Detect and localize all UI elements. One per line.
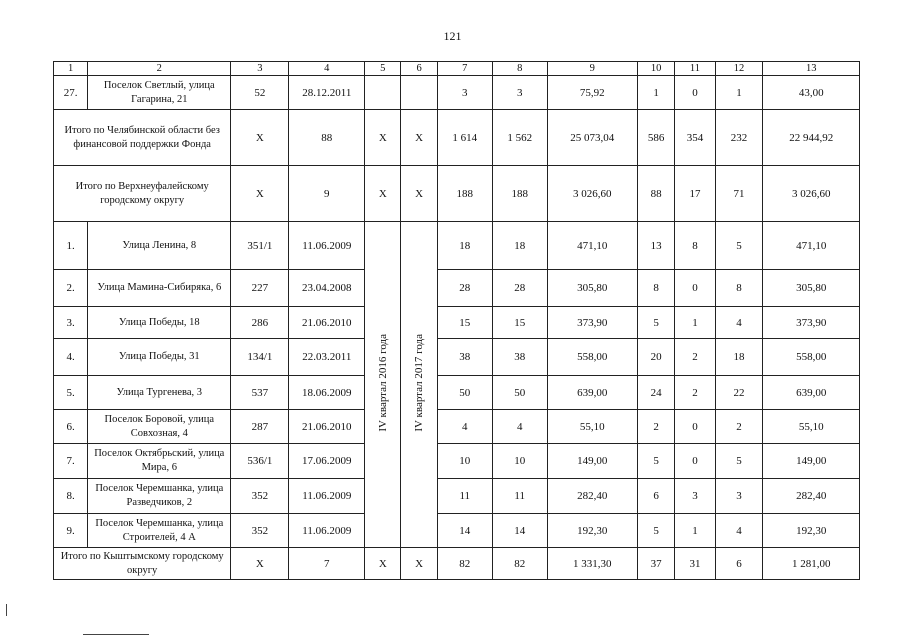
cell-value: Х	[401, 110, 437, 166]
cell-value: 10	[437, 444, 492, 479]
cell-value: 5	[637, 514, 674, 548]
table-row	[54, 307, 860, 339]
doc-number: 352	[231, 479, 289, 514]
doc-date: 21.06.2010	[289, 410, 365, 444]
cell-value: 373,90	[763, 307, 860, 339]
cell-value: 43,00	[763, 76, 860, 110]
cell-value: 15	[437, 307, 492, 339]
cell-value: 3 026,60	[547, 166, 637, 222]
doc-number: 227	[231, 270, 289, 307]
row-number: 6.	[54, 410, 88, 444]
cell-value: Х	[401, 166, 437, 222]
doc-date: 11.06.2009	[289, 222, 365, 270]
total-row	[54, 166, 860, 222]
column-header: 9	[547, 62, 637, 76]
doc-date: 11.06.2009	[289, 514, 365, 548]
cell-value: 558,00	[763, 339, 860, 376]
doc-number: 537	[231, 376, 289, 410]
cell-value: 1 614	[437, 110, 492, 166]
cell-value: 22 944,92	[763, 110, 860, 166]
doc-date: 22.03.2011	[289, 339, 365, 376]
total-label: Итого по Верхнеуфалейскому городскому округу	[54, 166, 231, 222]
doc-number: 351/1	[231, 222, 289, 270]
cell-value: 8	[675, 222, 715, 270]
cell-value: 3 026,60	[763, 166, 860, 222]
row-number: 9.	[54, 514, 88, 548]
cell-value: 0	[675, 270, 715, 307]
cell-value: 305,80	[763, 270, 860, 307]
cell-value: 14	[437, 514, 492, 548]
cell-value: 1	[675, 514, 715, 548]
cell-value: 5	[715, 444, 763, 479]
cell-value: 38	[492, 339, 547, 376]
doc-number: 52	[231, 76, 289, 110]
total-label: Итого по Челябинской области без финансовой поддержки Фонда	[54, 110, 231, 166]
cell-value: 50	[492, 376, 547, 410]
table-row	[54, 270, 860, 307]
cell-value: Х	[401, 548, 437, 580]
cell-value: 2	[637, 410, 674, 444]
cell-value: 149,00	[547, 444, 637, 479]
house-address: Улица Победы, 31	[88, 339, 231, 376]
cell-value: 1	[675, 307, 715, 339]
cell-value: 13	[637, 222, 674, 270]
table-row	[54, 479, 860, 514]
house-address: Поселок Октябрьский, улица Мира, 6	[88, 444, 231, 479]
cell-value: 25 073,04	[547, 110, 637, 166]
resettlement-period	[365, 76, 401, 110]
doc-date: 23.04.2008	[289, 270, 365, 307]
house-address: Поселок Черемшанка, улица Строителей, 4 А	[88, 514, 231, 548]
doc-number: 286	[231, 307, 289, 339]
row-number: 1.	[54, 222, 88, 270]
cell-value: 15	[492, 307, 547, 339]
cell-value: 4	[437, 410, 492, 444]
cell-value: 75,92	[547, 76, 637, 110]
doc-number: 536/1	[231, 444, 289, 479]
cell-value: 188	[492, 166, 547, 222]
cell-value: 37	[637, 548, 674, 580]
house-address: Поселок Черемшанка, улица Разведчиков, 2	[88, 479, 231, 514]
cell-value: 1 281,00	[763, 548, 860, 580]
cell-value: 22	[715, 376, 763, 410]
cell-value: 50	[437, 376, 492, 410]
total-label: Итого по Кыштымскому городскому округу	[54, 548, 231, 580]
cell-value: Х	[231, 166, 289, 222]
cell-value: 232	[715, 110, 763, 166]
cell-value: 639,00	[763, 376, 860, 410]
demolition-period	[401, 76, 437, 110]
total-row	[54, 548, 860, 580]
cell-value: 18	[715, 339, 763, 376]
cell-value: 55,10	[547, 410, 637, 444]
cell-value: 471,10	[547, 222, 637, 270]
cell-value: 4	[492, 410, 547, 444]
cell-value: 0	[675, 410, 715, 444]
table-row	[54, 339, 860, 376]
doc-date: 18.06.2009	[289, 376, 365, 410]
table-row	[54, 222, 860, 270]
doc-date: 17.06.2009	[289, 444, 365, 479]
column-header: 4	[289, 62, 365, 76]
column-header: 13	[763, 62, 860, 76]
cell-value: 0	[675, 76, 715, 110]
cell-value: 88	[289, 110, 365, 166]
column-header: 5	[365, 62, 401, 76]
row-number: 27.	[54, 76, 88, 110]
cell-value: 8	[715, 270, 763, 307]
cell-value: 11	[492, 479, 547, 514]
total-row	[54, 110, 860, 166]
cell-value: 55,10	[763, 410, 860, 444]
doc-number: 134/1	[231, 339, 289, 376]
cell-value: 192,30	[763, 514, 860, 548]
row-number: 4.	[54, 339, 88, 376]
table-row	[54, 410, 860, 444]
house-address: Улица Победы, 18	[88, 307, 231, 339]
cell-value: 149,00	[763, 444, 860, 479]
table-row	[54, 76, 860, 110]
cell-value: 1	[637, 76, 674, 110]
house-address: Поселок Боровой, улица Совхозная, 4	[88, 410, 231, 444]
cell-value: 14	[492, 514, 547, 548]
cell-value: 5	[637, 444, 674, 479]
column-header: 8	[492, 62, 547, 76]
doc-number: 352	[231, 514, 289, 548]
cell-value: 305,80	[547, 270, 637, 307]
cell-value: 1 562	[492, 110, 547, 166]
column-header: 12	[715, 62, 763, 76]
doc-number: 287	[231, 410, 289, 444]
cell-value: Х	[231, 110, 289, 166]
row-number: 3.	[54, 307, 88, 339]
table-row	[54, 444, 860, 479]
cell-value: 1 331,30	[547, 548, 637, 580]
cell-value: 0	[675, 444, 715, 479]
row-number: 7.	[54, 444, 88, 479]
cell-value: 88	[637, 166, 674, 222]
demolition-period-cell	[401, 222, 437, 548]
table-row	[54, 514, 860, 548]
column-header: 6	[401, 62, 437, 76]
column-number-header-row	[54, 62, 860, 76]
cell-value: 282,40	[763, 479, 860, 514]
cell-value: Х	[365, 110, 401, 166]
cell-value: 6	[637, 479, 674, 514]
cell-value: 188	[437, 166, 492, 222]
cell-value: Х	[365, 166, 401, 222]
housing-register-table	[53, 61, 860, 580]
cell-value: 3	[492, 76, 547, 110]
house-address: Улица Ленина, 8	[88, 222, 231, 270]
cell-value: 8	[637, 270, 674, 307]
cell-value: 3	[675, 479, 715, 514]
cell-value: 28	[492, 270, 547, 307]
cell-value: 28	[437, 270, 492, 307]
cell-value: 1	[715, 76, 763, 110]
cell-value: 18	[437, 222, 492, 270]
cell-value: 5	[715, 222, 763, 270]
cell-value: Х	[365, 548, 401, 580]
column-header: 11	[675, 62, 715, 76]
doc-date: 21.06.2010	[289, 307, 365, 339]
column-header: 10	[637, 62, 674, 76]
cell-value: 20	[637, 339, 674, 376]
cell-value: 471,10	[763, 222, 860, 270]
cell-value: 82	[437, 548, 492, 580]
cell-value: 192,30	[547, 514, 637, 548]
cell-value: 2	[675, 339, 715, 376]
cell-value: 282,40	[547, 479, 637, 514]
cell-value: 11	[437, 479, 492, 514]
column-header: 3	[231, 62, 289, 76]
doc-date: 11.06.2009	[289, 479, 365, 514]
cell-value: 71	[715, 166, 763, 222]
house-address: Поселок Светлый, улица Гагарина, 21	[88, 76, 231, 110]
cell-value: Х	[231, 548, 289, 580]
row-number: 2.	[54, 270, 88, 307]
cell-value: 31	[675, 548, 715, 580]
column-header: 7	[437, 62, 492, 76]
cell-value: 373,90	[547, 307, 637, 339]
cell-value: 3	[437, 76, 492, 110]
margin-mark	[6, 604, 7, 616]
cell-value: 586	[637, 110, 674, 166]
cell-value: 2	[675, 376, 715, 410]
demolition-period-text: IV квартал 2017 года	[413, 333, 426, 432]
house-address: Улица Мамина-Сибиряка, 6	[88, 270, 231, 307]
cell-value: 9	[289, 166, 365, 222]
row-number: 5.	[54, 376, 88, 410]
house-address: Улица Тургенева, 3	[88, 376, 231, 410]
cell-value: 82	[492, 548, 547, 580]
cell-value: 18	[492, 222, 547, 270]
cell-value: 2	[715, 410, 763, 444]
cell-value: 4	[715, 514, 763, 548]
column-header: 2	[88, 62, 231, 76]
cell-value: 3	[715, 479, 763, 514]
cell-value: 5	[637, 307, 674, 339]
doc-date: 28.12.2011	[289, 76, 365, 110]
cell-value: 7	[289, 548, 365, 580]
cell-value: 639,00	[547, 376, 637, 410]
table-row	[54, 376, 860, 410]
row-number: 8.	[54, 479, 88, 514]
page-number: 121	[443, 29, 462, 43]
cell-value: 6	[715, 548, 763, 580]
cell-value: 354	[675, 110, 715, 166]
cell-value: 17	[675, 166, 715, 222]
column-header: 1	[54, 62, 88, 76]
cell-value: 24	[637, 376, 674, 410]
cell-value: 4	[715, 307, 763, 339]
resettlement-period-text: IV квартал 2016 года	[376, 333, 389, 432]
resettlement-period-cell	[365, 222, 401, 548]
cell-value: 558,00	[547, 339, 637, 376]
cell-value: 38	[437, 339, 492, 376]
cell-value: 10	[492, 444, 547, 479]
footnote-separator	[83, 634, 149, 635]
